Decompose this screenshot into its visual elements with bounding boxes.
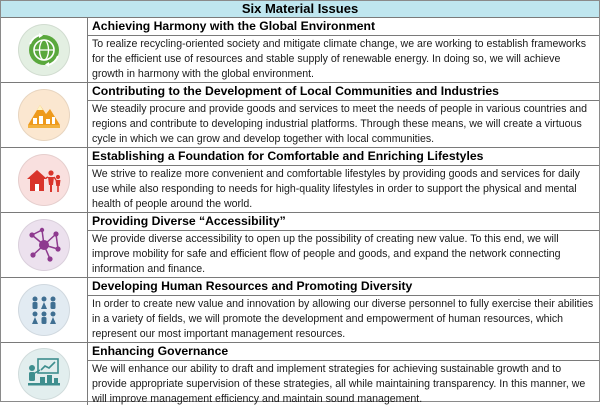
- issue-heading: Establishing a Foundation for Comfortable and Enriching Lifestyles: [88, 148, 599, 166]
- issue-row-lifestyles: [1, 148, 599, 213]
- issue-heading: Providing Diverse “Accessibility”: [88, 213, 599, 231]
- family-home-icon: [18, 154, 70, 206]
- globe-recycle-icon: [18, 24, 70, 76]
- icon-cell: [1, 213, 88, 277]
- icon-cell: [1, 343, 88, 405]
- issue-heading: Achieving Harmony with the Global Environment: [88, 18, 599, 36]
- icon-cell: [1, 148, 88, 212]
- governance-presentation-icon: [18, 348, 70, 400]
- issue-heading: Contributing to the Development of Local Communities and Industries: [88, 83, 599, 101]
- table-title: Six Material Issues: [1, 1, 599, 18]
- issue-description: We provide diverse accessibility to open up the possibility of creating new value. To this end, we will improve mobility for safe and efficient flow of people and goods, and expand the network connecting information and finance.: [92, 233, 561, 275]
- network-nodes-icon: [18, 219, 70, 271]
- issue-description: We will enhance our ability to draft and implement strategies for achieving sustainable growth and to provide appropriate supervision of these strategies, all while maintaining transparency. In this manner, we will improve management efficiency and maintain sound management.: [92, 363, 586, 405]
- issue-description: We steadily procure and provide goods and services to meet the needs of people in various countries and regions and contribute to developing industrial platforms. Through these means, we will create a virtuous cycle in which we can grow and develop together with local communities.: [92, 103, 588, 145]
- issue-row-accessibility: [1, 213, 599, 278]
- mountain-community-icon: [18, 89, 70, 141]
- issue-description: To realize recycling-oriented society and mitigate climate change, we are working to establish frameworks for the efficient use of resources and stable supply of renewable energy. In doing so, we will achieve growth in harmony with the global environment.: [92, 38, 587, 80]
- icon-cell: [1, 83, 88, 147]
- issue-row-governance: [1, 343, 599, 405]
- issue-description: We strive to realize more convenient and comfortable lifestyles by providing goods and services for daily use while also responding to needs for high-quality lifestyles in order to support the physical and mental health of people around the world.: [92, 168, 580, 210]
- icon-cell: [1, 278, 88, 342]
- issue-heading: Developing Human Resources and Promoting Diversity: [88, 278, 599, 296]
- issue-row-human-resources: [1, 278, 599, 343]
- diverse-people-icon: [18, 284, 70, 336]
- issue-description: In order to create new value and innovation by allowing our diverse personnel to fully exercise their abilities in a variety of fields, we will promote the development and empowerment of human resources, which represent our most important management resources.: [92, 298, 594, 340]
- issue-heading: Enhancing Governance: [88, 343, 599, 361]
- issue-row-environment: [1, 18, 599, 83]
- icon-cell: [1, 18, 88, 82]
- issue-row-communities: [1, 83, 599, 148]
